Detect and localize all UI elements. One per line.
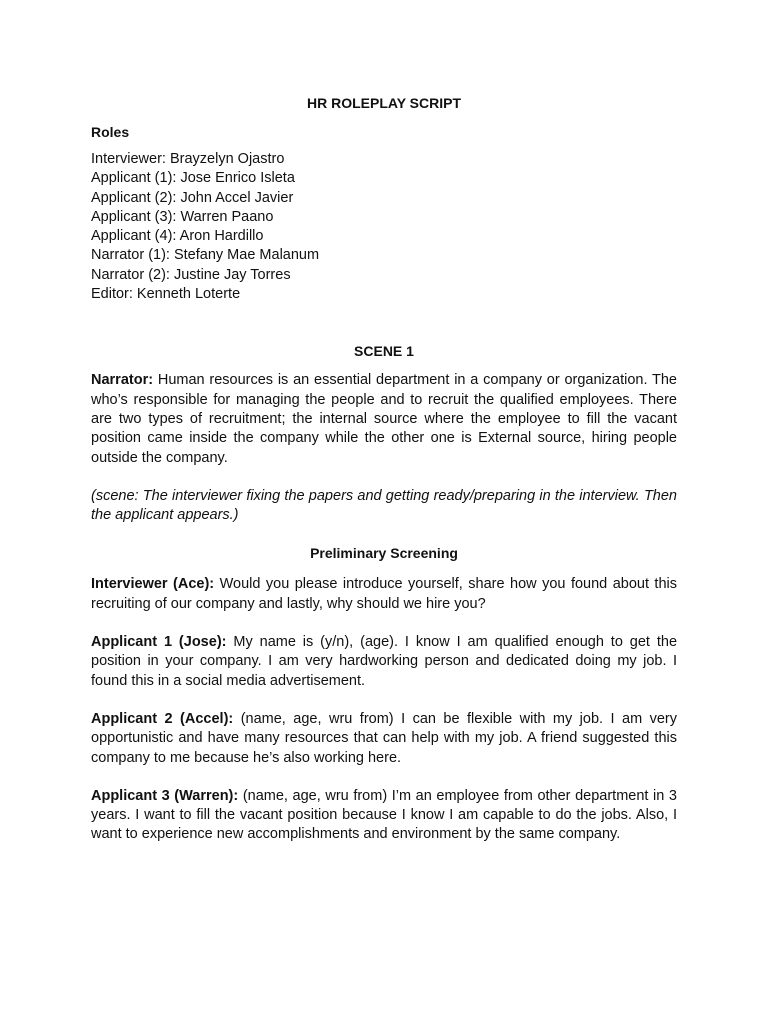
- narrator-label: Narrator:: [91, 372, 154, 389]
- role-item: Applicant (1): Jose Enrico Isleta: [91, 170, 295, 187]
- role-item: Narrator (1): Stefany Mae Malanum: [91, 247, 320, 264]
- dialogue-text: (name, age, wru from) I’m an employee from other department in 3 years. I want to fill the vacant position because I know I am capable to do the jobs. Also, I want to experience new accomplishments and environment by the same company.: [91, 787, 677, 843]
- role-item: Interviewer: Brayzelyn Ojastro: [91, 151, 285, 167]
- speaker-label: Interviewer (Ace):: [91, 576, 215, 593]
- role-item: Editor: Kenneth Loterte: [91, 286, 241, 303]
- narrator-paragraph: [91, 371, 677, 467]
- role-item: Applicant (3): Warren Paano: [91, 208, 274, 225]
- section-title: Preliminary Screening: [310, 545, 458, 562]
- role-item: Applicant (2): John Accel Javier: [91, 189, 294, 206]
- narrator-text: Human resources is an essential department in a company or organization. The who’s responsible for managing the people and to recruit the qualified employees. There are two types of recruitment; the internal source where the employee to fill the vacant position came inside the company while the other one is External source, hiring people outside the company.: [91, 372, 677, 466]
- dialogue-paragraph-interviewer: [91, 575, 677, 614]
- dialogue-paragraph-applicant-2: [91, 710, 677, 768]
- roles-heading: Roles: [91, 124, 130, 140]
- dialogue-text: Would you please introduce yourself, share how you found about this recruiting of our company and lastly, why should we hire you?: [91, 576, 678, 612]
- document-title: HR ROLEPLAY SCRIPT: [306, 95, 462, 111]
- dialogue-paragraph-applicant-3: [91, 787, 677, 845]
- dialogue-text: (name, age, wru from) I can be flexible with my job. I am very opportunistic and have many resources that can help with my job. A friend suggested this company to me because he’s also working here.: [91, 710, 678, 766]
- speaker-label: Applicant 2 (Accel):: [91, 710, 234, 727]
- speaker-label: Applicant 1 (Jose):: [91, 634, 227, 651]
- scene-title: SCENE 1: [354, 343, 414, 360]
- role-item: Narrator (2): Justine Jay Torres: [91, 266, 291, 283]
- dialogue-text: My name is (y/n), (age). I know I am qualified enough to get the position in your company. I am very hardworking person and dedicated doing my job. I found this in a social media advertisement.: [91, 634, 678, 689]
- dialogue-paragraph-applicant-1: [91, 633, 677, 691]
- role-item: Applicant (4): Aron Hardillo: [91, 228, 264, 245]
- roles-list: [91, 150, 677, 304]
- speaker-label: Applicant 3 (Warren):: [91, 787, 239, 804]
- stage-direction: (scene: The interviewer fixing the papers and getting ready/preparing in the interview. Then the applicant appears.): [91, 487, 677, 524]
